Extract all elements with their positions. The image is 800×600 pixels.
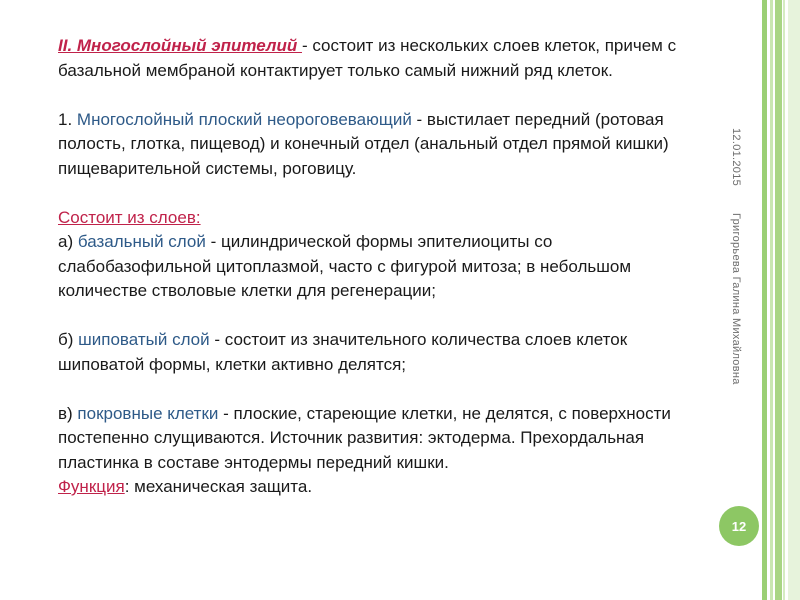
layer-b-text: - состоит из значительного количества слоев клеток шиповатой формы, клетки активно делятся; [58, 330, 628, 374]
decorative-stripe [770, 0, 773, 600]
layer-b-paragraph [58, 328, 698, 377]
slide-author: Григорьева Галина Михайловна [730, 213, 742, 385]
layer-c-prefix: в) [58, 403, 78, 423]
layer-b-term: шиповатый слой [78, 330, 210, 349]
section-title: II. Многослойный эпителий [58, 36, 302, 55]
layer-a-term: базальный слой [77, 232, 206, 251]
function-label: Функция [58, 477, 125, 496]
item-1-text: - выстилает передний (ротовая полость, глотка, пищевод) и конечный отдел (анальный отдел прямой кишки) пищеварительной системы, роговицу. [58, 109, 669, 178]
slide-date: 12.01.2015 [730, 128, 742, 187]
layer-a-paragraph [58, 230, 698, 304]
item-1-number: 1. [58, 109, 77, 129]
layer-c-term: покровные клетки [77, 403, 219, 423]
decorative-stripe [783, 0, 785, 600]
layer-a-prefix: а) [58, 232, 78, 251]
heading-paragraph [58, 34, 698, 83]
slide-body [58, 34, 698, 500]
decorative-stripe [775, 0, 782, 600]
decorative-stripe [788, 0, 800, 600]
layers-heading-text: Состоит из слоев: [58, 207, 201, 227]
decorative-stripe [762, 0, 767, 600]
layer-b-prefix: б) [58, 330, 79, 349]
layer-c-text: - плоские, стареющие клетки, не делятся, с поверхности постепенно слущиваются. Источник развития: эктодерма. Прехордальная пластинка в составе энтодермы передний кишки. [58, 403, 671, 472]
function-paragraph [58, 475, 698, 500]
function-text: : механическая защита. [124, 477, 313, 496]
layer-a-text: - цилиндрической формы эпителиоциты со слабобазофильной цитоплазмой, часто с фигурой митоза; в небольшом количестве стволовые клетки для регенерации; [58, 232, 632, 300]
layers-heading [58, 206, 698, 231]
page-number: 12 [731, 518, 747, 534]
page-number-badge [719, 506, 759, 546]
item-1-term: Многослойный плоский неороговевающий [76, 109, 412, 129]
layer-c-paragraph [58, 402, 698, 476]
item-1-paragraph [58, 108, 698, 182]
section-description: - состоит из нескольких слоев клеток, причем с базальной мембраной контактирует только самый нижний ряд клеток. [58, 36, 677, 80]
